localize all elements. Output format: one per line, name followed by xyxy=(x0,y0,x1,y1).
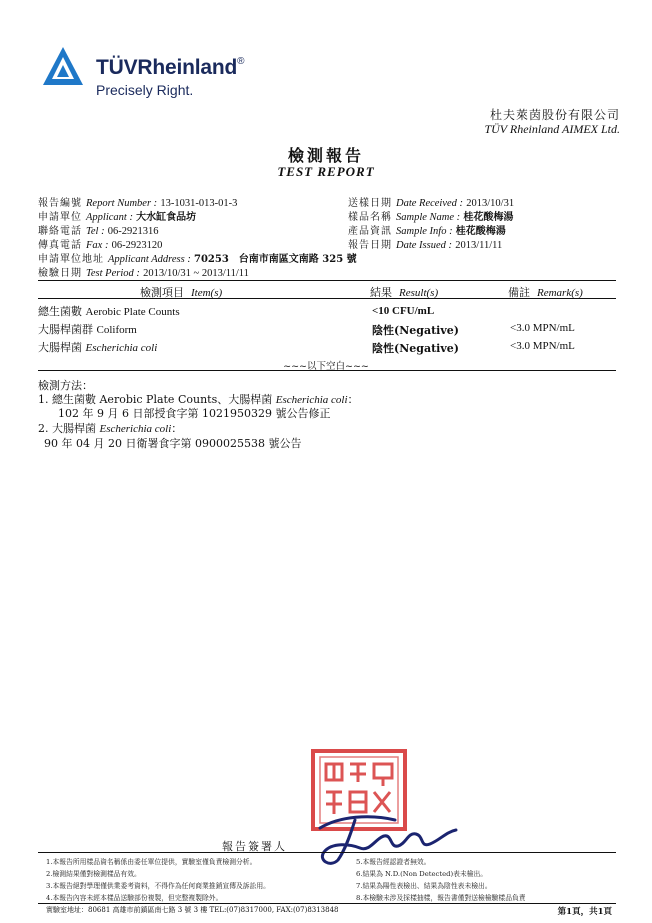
date-received-field: 送樣日期 Date Received : 2013/10/31 xyxy=(348,198,515,209)
company-name-en: TÜV Rheinland AIMEX Ltd. xyxy=(484,122,620,136)
report-signer-label: 報告簽署人 xyxy=(222,840,287,853)
brand-tagline: Precisely Right. xyxy=(96,82,194,98)
table-header-rule xyxy=(38,298,616,299)
method-2-reference: 90 年 04 月 20 日衛署食字第 0900025538 號公告 xyxy=(44,437,302,450)
fax-field: 傳真電話 Fax : 06-2923120 xyxy=(38,240,163,251)
tel-field: 聯絡電話 Tel : 06-2921316 xyxy=(38,226,159,237)
report-title-en: TEST REPORT xyxy=(277,164,375,179)
column-header-item: 檢測項目 Item(s) xyxy=(140,286,223,299)
table-bottom-rule xyxy=(38,370,616,371)
applicant-address-field: 申請單位地址 Applicant Address : 70253 台南市南區文南路 325 號 xyxy=(38,254,357,265)
footer-note: 1.本報告所用樣品資名稱係由委任單位提供，實驗室僅負責檢測分析。 xyxy=(46,858,257,866)
page-number: 第1頁，共1頁 xyxy=(557,907,612,917)
method-2: 2. 大腸桿菌 Escherichia coli： xyxy=(38,422,183,435)
method-1: 1. 總生菌數 Aerobic Plate Counts、大腸桿菌 Escherichia coli： xyxy=(38,393,359,406)
footer-note: 8.本檢驗未涉及採樣抽樣，報告書僅對送檢檢驗樣品負責 xyxy=(356,894,526,902)
date-issued-field: 報告日期 Date Issued : 2013/11/11 xyxy=(348,240,503,251)
footer-note: 3.本報告絕對學理僅供業委考資料，不得作為任何商業推銷宣傳及訴訟用。 xyxy=(46,882,270,890)
lab-address: 實驗室地址：80681 高雄市前鎮區南七路 3 號 3 樓 TEL:(07)8317000, FAX:(07)8313848 xyxy=(46,906,339,914)
footer-note: 5.本報告經認證者無效。 xyxy=(356,858,431,866)
footer-note: 2.檢測結果僅對檢測樣品有效。 xyxy=(46,870,141,878)
company-name-zh: 杜夫萊茵股份有限公司 xyxy=(489,108,620,122)
footer-note: 6.結果為 N.D.(Non Detected)表未檢出。 xyxy=(356,870,488,878)
brand-name: TÜVRheinland® xyxy=(96,56,245,79)
footer-note: 4.本報告內容未經本樣品送驗部份複製，但完整複製除外。 xyxy=(46,894,223,902)
applicant-field: 申請單位 Applicant : 大水缸食品坊 xyxy=(38,212,197,223)
table-row-item: 大腸桿菌群 Coliform xyxy=(38,323,137,336)
column-header-remark: 備註 Remark(s) xyxy=(508,286,583,299)
sample-name-field: 樣品名稱 Sample Name : 桂花酸梅湯 xyxy=(348,212,514,223)
methods-heading: 檢測方法： xyxy=(38,379,93,392)
blank-below-note: ~~~以下空白~~~ xyxy=(283,361,369,372)
test-period-field: 檢驗日期 Test Period : 2013/10/31 ~ 2013/11/11 xyxy=(38,268,249,279)
sample-info-field: 產品資訊 Sample Info : 桂花酸梅湯 xyxy=(348,226,506,237)
table-row-remark: <3.0 MPN/mL xyxy=(510,322,575,334)
tuv-logo-icon xyxy=(42,46,84,86)
column-header-result: 結果 Result(s) xyxy=(370,286,439,299)
table-row-result: 陰性(Negative) xyxy=(372,342,459,355)
table-row-item: 大腸桿菌 Escherichia coli xyxy=(38,341,158,354)
method-1-reference: 102 年 9 月 6 日部授食字第 1021950329 號公告修正 xyxy=(58,407,331,420)
footer-note: 7.結果為陽性表檢出、結果為陰性表未檢出。 xyxy=(356,882,492,890)
report-number-field: 報告編號 Report Number : 13-1031-013-01-3 xyxy=(38,198,238,209)
table-row-item: 總生菌數 Aerobic Plate Counts xyxy=(38,305,180,318)
table-row-result: 陰性(Negative) xyxy=(372,324,459,337)
footer-top-rule xyxy=(38,852,616,853)
table-row-result: <10 CFU/mL xyxy=(372,305,435,317)
report-title-zh: 檢測報告 xyxy=(287,146,364,165)
footer-bottom-rule xyxy=(38,903,616,904)
table-top-rule xyxy=(38,280,616,281)
table-row-remark: <3.0 MPN/mL xyxy=(510,340,575,352)
